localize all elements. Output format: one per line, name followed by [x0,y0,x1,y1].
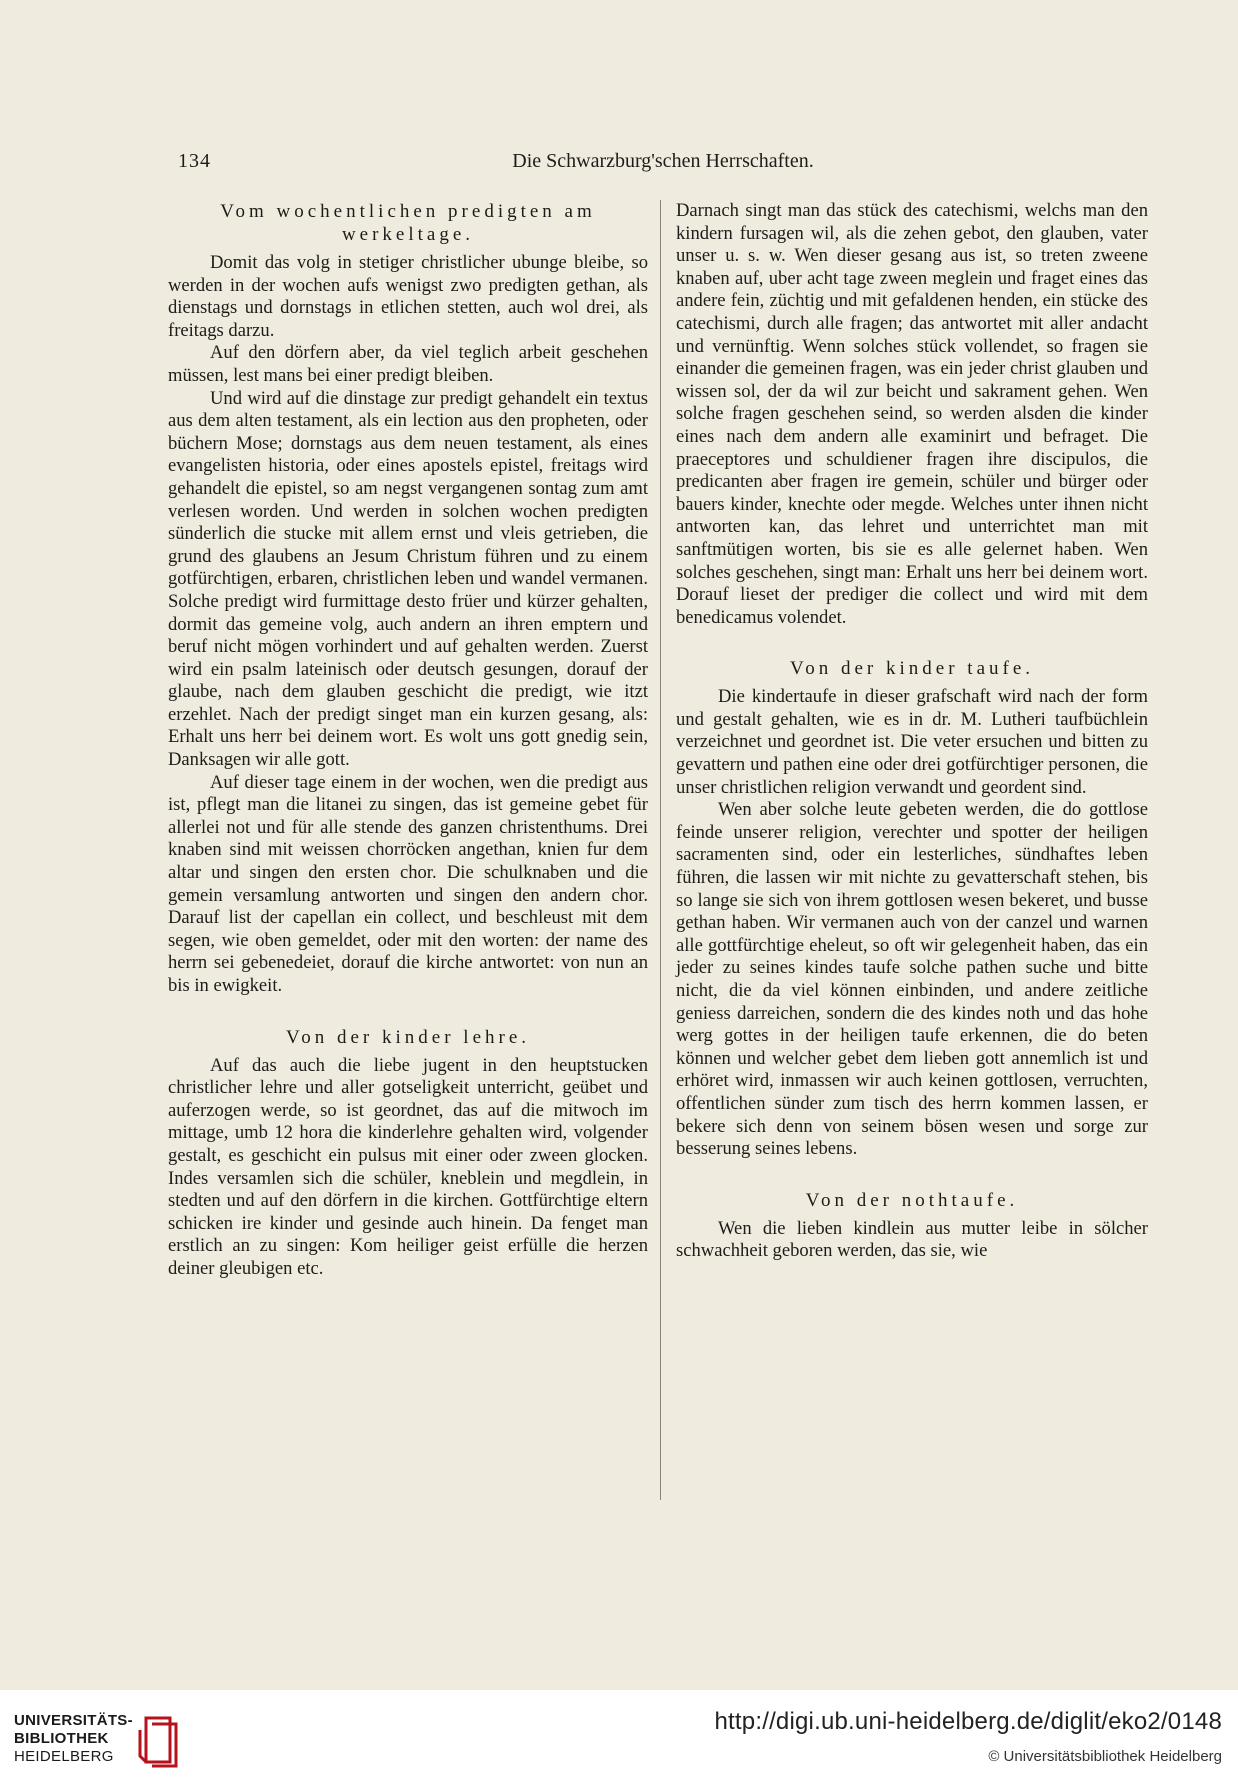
paragraph: Wen die lieben kindlein aus mutter leibe in sölcher schwachheit geboren werden, das sie, wie [676,1217,1148,1262]
paragraph: Auf den dörfern aber, da viel teglich arbeit geschehen müssen, lest mans bei einer predigt bleiben. [168,342,648,386]
library-logo[interactable] [14,1710,274,1770]
library-logo-text [14,1712,133,1766]
paragraph: Auf das auch die liebe jugent in den heuptstucken christlicher lehre und aller gotseligkeit unterricht, geübet und auferzogen werde, so ist geordnet, das auf die mitwoch im mittage, umb 12 hora die kinderlehre gehalten wird, volgender gestalt, es geschicht ein pulsus mit einer oder zween glocken. Indes versamlen sich die schüler, kneblein und megdlein, in stedten und auf den dörfern in die kirchen. Gottfürchtige eltern schicken ire kinder und gesinde auch hinein. Da fenget man erstlich an zu singen: Kom heiliger geist erfülle die herzen deiner gleubigen etc. [168,1054,648,1279]
paragraph: Auf dieser tage einem in der wochen, wen die predigt aus ist, pflegt man die litanei zu singen, das ist gemeine gebet für allerlei not und für alle stende des ganzen christenthums. Drei knaben sind mit weissen chorröcken angethan, knien fur dem altar und singen den ersten chor. Die schulknaben und die gemein versamlung antworten und singen den andern chor. Darauf list der capellan ein collect, und beschleust mit dem segen, wie oben gemeldet, oder mit den worten: der name des herrn sei gebenedeiet, dorauf die kirche antwortet: von nun an bis in ewigkeit. [168,771,648,996]
library-emblem-icon [126,1710,186,1770]
digitization-footer [0,1690,1238,1783]
page-header [178,150,1148,180]
logo-line: BIBLIOTHEK [14,1730,109,1747]
paragraph: Und wird auf die dinstage zur predigt gehandelt ein textus aus dem alten testament, als ein lection aus den propheten, oder büchern Mose; dornstags aus dem neuen testament, als eines evangelisten historia, oder eines apostels epistel, freitags wird gehandelt die epistel, so am negst vergangenen sontag zum amt verlesen worden. Und werden in solchen wochen predigten sünderlich die stucke mit allem ernst und vleis getrieben, die grund des glaubens an Jesum Christum führen und zu einem gotfürchtigen, erbaren, christlichen leben und wandel vermanen. Solche predigt wird furmittage desto früer und kürzer gehalten, dormit das gemeine volg, auch andern an ihren emptern und beruf nicht mögen vorhindert und auf gehalten werden. Zuerst wird ein psalm lateinisch oder deutsch gesungen, dorauf der glaube, nach dem glauben geschicht die predigt, wie itzt erzehlet. Nach der predigt singet man ein kurzen gesang, als: Erhalt uns herr bei deinem wort. Es wolt uns gott gnedig sein, Danksagen wir alle gott. [168,387,648,771]
right-column [676,200,1148,1263]
permalink-url[interactable]: http://digi.ub.uni-heidelberg.de/diglit/eko2/0148 [714,1708,1222,1735]
paragraph: Domit das volg in stetiger christlicher ubunge bleibe, so werden in der wochen aufs wenigst zwo predigten gethan, als dienstags und dornstags in etlichen stetten, auch wol drei, als freitags darzu. [168,252,648,341]
logo-line: UNIVERSITÄTS- [14,1712,133,1729]
section-heading: Von der kinder taufe. [789,658,1035,680]
logo-line: HEIDELBERG [14,1748,114,1765]
paragraph: Darnach singt man das stück des catechismi, welchs man den kindern fursagen wil, als die zehen gebot, den glauben, vater unser u. s. w. Wen dieser gesang aus ist, so treten zweene knaben auf, uber acht tage zween meglein und fraget eines das andere fein, züchtig und mit gefaldenen henden, ein stücke des catechismi, durch alle fragen; das antwortet mit aller andacht und vernünftig. Wenn solches stück vollendet, so fragen sie einander die gemeinen fragen, was ein jeder christ glauben und wissen sol, der da wil zur beicht und sakrament gehen. Wen solche fragen geschehen seind, so werden alsden die kinder eines nach dem andern alle examinirt und befraget. Die praeceptores und schuldiener fragen ihre discipulos, die predicanten aber fragen ire gemein, schüler und bürger oder bauers kinder, knechte oder megde. Welches unter ihnen nicht antworten kan, das lehret und unterrichtet man mit sanftmütigen worten, bis sie es alle gelernet haben. Wen solches geschehen, singt man: Erhalt uns herr bei deinem wort. Dorauf lieset der prediger die collect und wird mit dem benedicamus volendet. [676,200,1148,628]
running-title: Die Schwarzburg'schen Herrschaften. [512,150,814,172]
left-column [168,200,648,1281]
section-heading: Von der kinder lehre. [285,1026,531,1048]
page-number: 134 [178,150,211,172]
paragraph: Die kindertaufe in dieser grafschaft wird nach der form und gestalt gehalten, wie es in dr. M. Lutheri taufbüchlein verzeichnet und geordnet ist. Die veter ersuchen und bitten zu gevattern und pathen eine oder drei gotfürchtiger personen, die unser christlichen religion verwandt und geordent sind. [676,686,1148,798]
section-heading: Vom wochentlichen predigten am werkeltage. [220,201,596,245]
paragraph: Wen aber solche leute gebeten werden, die do gottlose feinde unserer religion, verechter und spotter der heiligen sacramenten sind, oder ein lesterliches, sündhaftes leben führen, die lassen wir mit nichte zu gevatterschaft stehen, bis so lange sie sich von ihrem gottlosen wesen bekeret, und busse gethan haben. Wir vermanen auch von der canzel und warnen alle gottfürchtige eheleut, so oft wir gelegenheit haben, das ein jeder zu seines kindes taufe solche pathen suche und bitte nicht, die da viel können einbinden, und andere zeitliche geniess darreichen, sondern die des kindes noth und das hohe werg gottes in der heiligen taufe erkennen, die do beten können und welcher gebet dem lieben gott annemlich ist und erhöret wird, inmassen wir auch keinen gottlosen, verruchten, offentlichen sünder zum tisch des herrn kommen lassen, er bekere sich denn von seinem bösen wesen und sorge zur besserung seines lebens. [676,799,1148,1160]
copyright-notice: © Universitätsbibliothek Heidelberg [988,1748,1222,1765]
column-divider [660,200,661,1500]
section-heading: Von der nothtaufe. [805,1189,1019,1211]
